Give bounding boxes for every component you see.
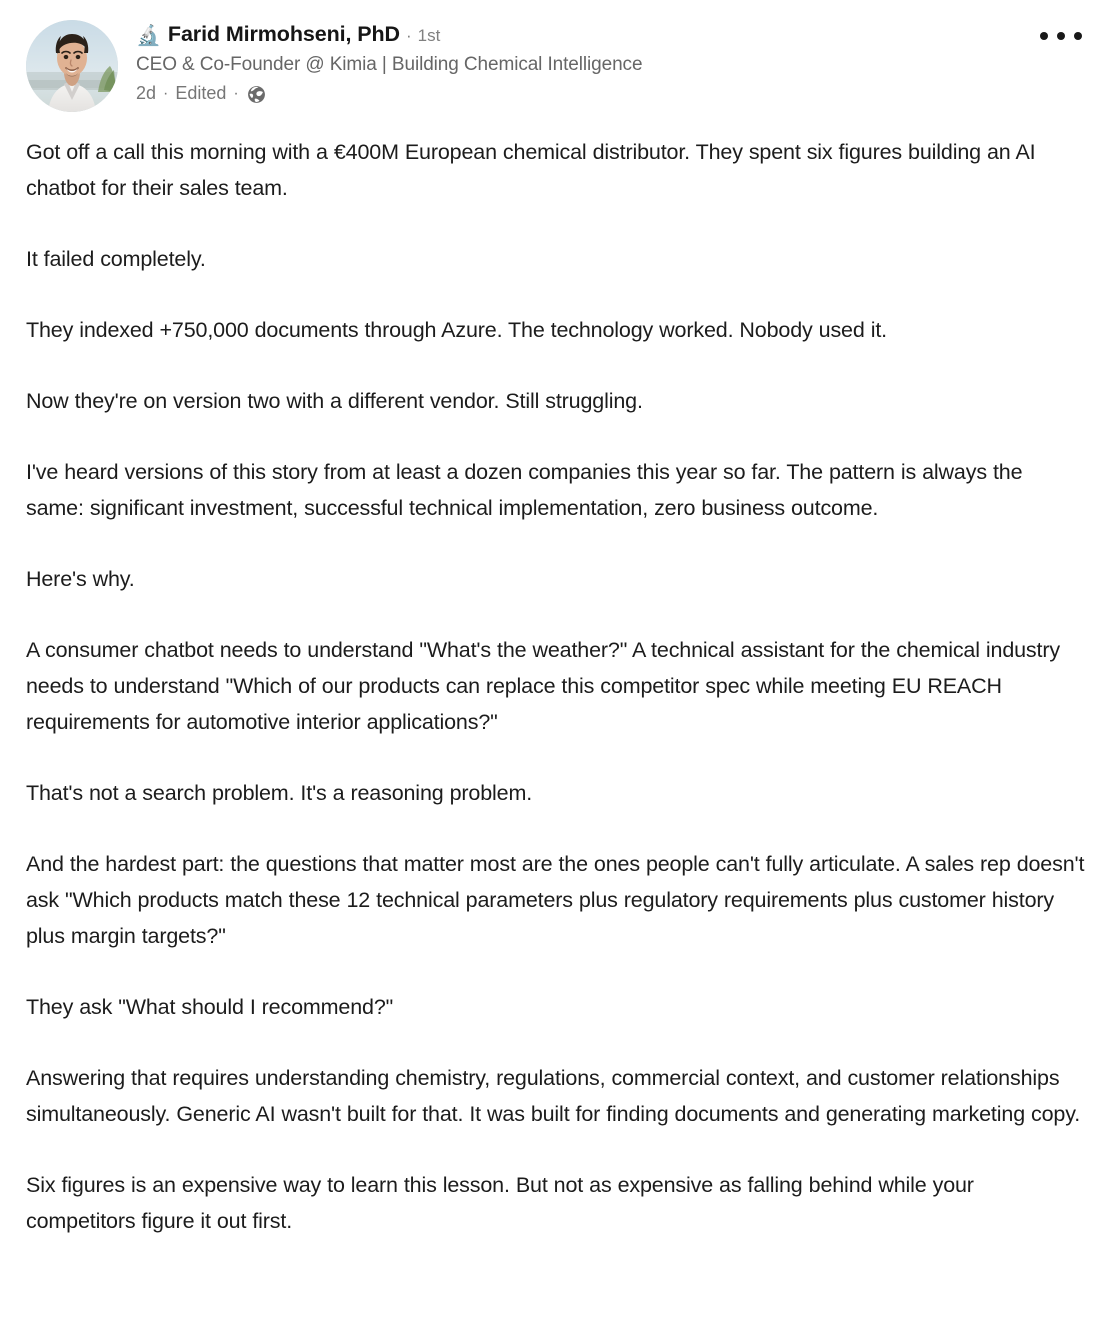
menu-dot-2 [1057,32,1065,40]
post-paragraph: That's not a search problem. It's a reasoning problem. [26,781,533,805]
post-timestamp: 2d [136,83,157,103]
post-body [0,134,1108,1239]
author-name[interactable]: Farid Mirmohseni, PhD [167,22,400,46]
avatar[interactable] [26,20,118,112]
post-paragraph: They indexed +750,000 documents through Azure. The technology worked. Nobody used it. [26,318,887,342]
post-meta [136,81,642,106]
name-separator: · [405,26,412,45]
author-headline: CEO & Co-Founder @ Kimia | Building Chemical Intelligence [136,54,643,75]
post-header [0,0,1108,112]
globe-icon [247,85,266,104]
post-paragraph: And the hardest part: the questions that matter most are the ones people can't fully articulate. A sales rep doesn't ask "Which products match these 12 technical parameters plus regulatory requirements plus customer history plus margin targets?" [26,852,1085,948]
meta-separator-1: · [163,85,169,102]
post-paragraph: Now they're on version two with a different vendor. Still struggling. [26,389,643,413]
connection-degree: 1st [417,26,441,45]
microscope-icon: 🔬 [136,25,161,47]
post-edited-label: Edited [175,83,227,103]
menu-dot-1 [1040,32,1048,40]
post-paragraph: Six figures is an expensive way to learn this lesson. But not as expensive as falling behind while your competitors figure it out first. [26,1173,974,1233]
post-paragraph: I've heard versions of this story from at least a dozen companies this year so far. The pattern is always the same: significant investment, successful technical implementation, zero business outcome. [26,460,1023,520]
post-paragraph: Got off a call this morning with a €400M European chemical distributor. They spent six figures building an AI chatbot for their sales team. [26,140,1036,200]
post-paragraph: Answering that requires understanding chemistry, regulations, commercial context, and customer relationships simultaneously. Generic AI wasn't built for that. It was built for finding documents and generating marketing copy. [26,1066,1081,1126]
author-name-line[interactable] [136,21,642,48]
post-paragraph: They ask "What should I recommend?" [26,995,394,1019]
meta-separator-2: · [233,85,239,102]
author-block [136,20,642,106]
post-paragraph: It failed completely. [26,247,206,271]
profile-photo-image [26,20,118,112]
post-paragraph: Here's why. [26,567,135,591]
post-overflow-menu-button[interactable] [1040,24,1082,48]
post-paragraph: A consumer chatbot needs to understand "What's the weather?" A technical assistant for the chemical industry needs to understand "Which of our products can replace this competitor spec while meeting EU REACH requirements for automotive interior applications?" [26,638,1060,734]
menu-dot-3 [1074,32,1082,40]
